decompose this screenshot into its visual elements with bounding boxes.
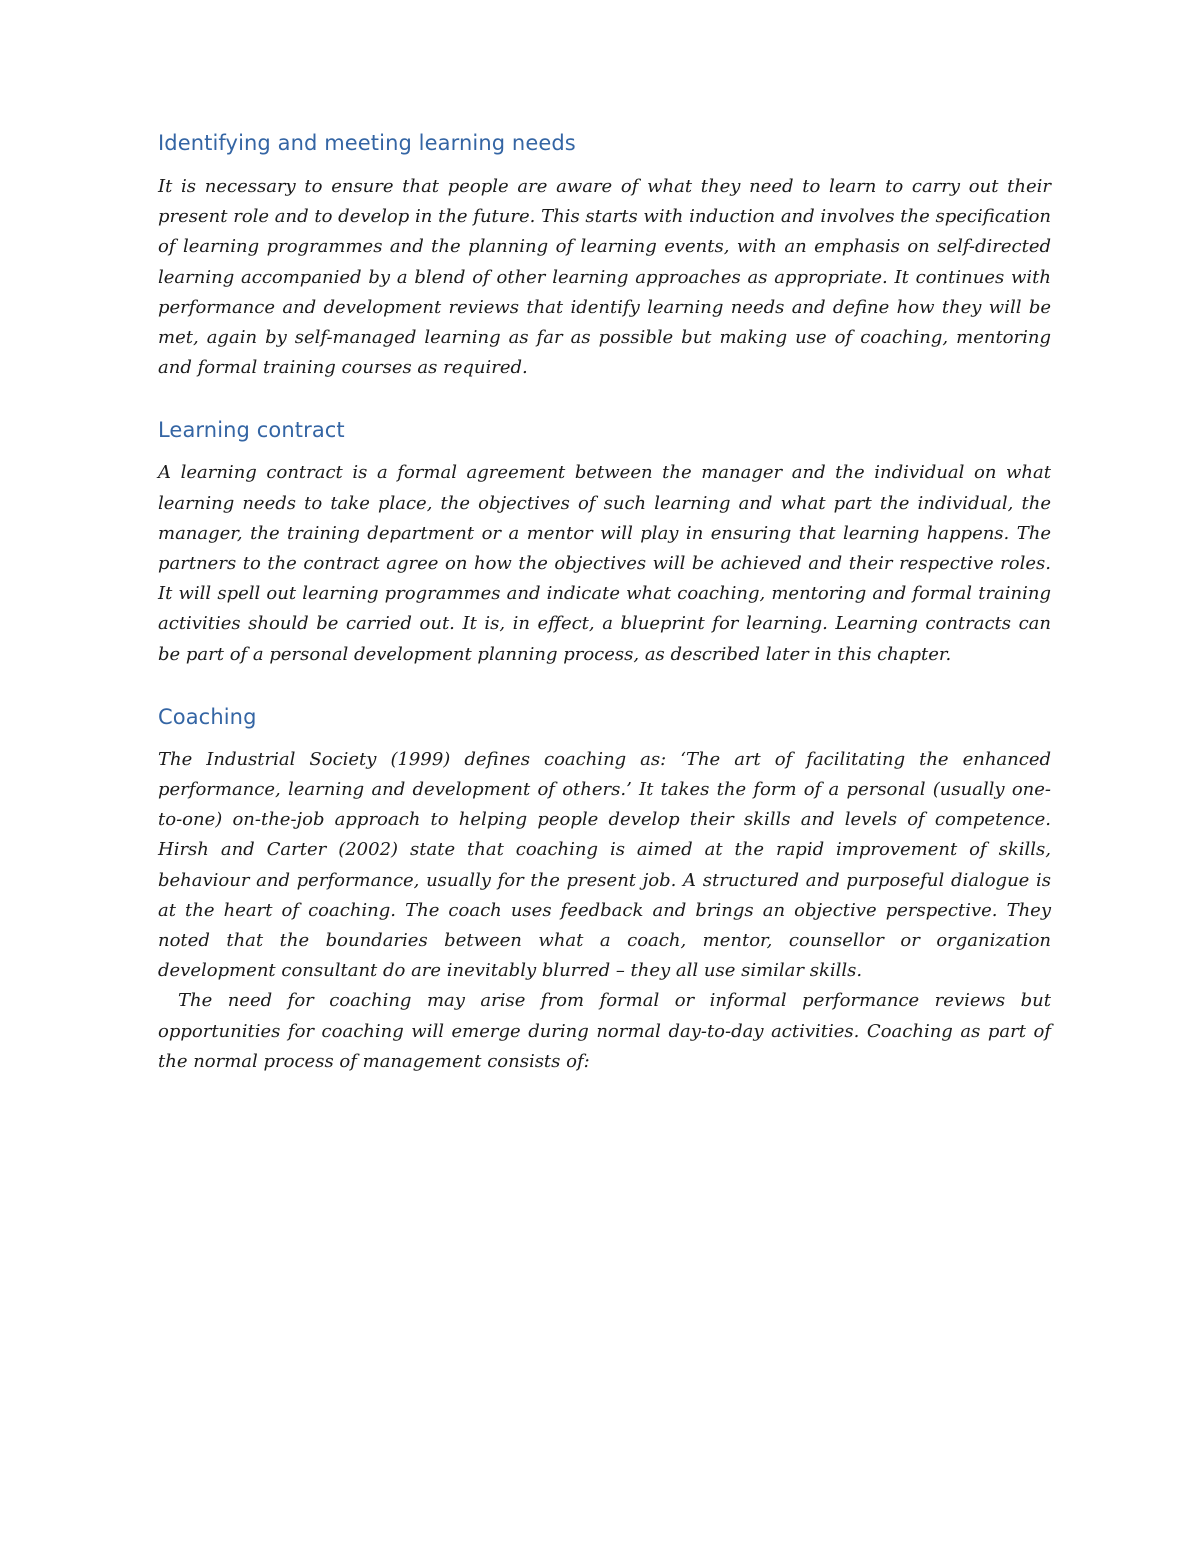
section-heading-coaching: Coaching [158, 704, 257, 729]
section-learning-contract [158, 415, 1051, 669]
paragraph-learning-contract: A learning contract is a formal agreement between the manager and the individual on what learning needs to take place, the objectives of such learning and what part the individual, the manager, the training department or a mentor will play in ensuring that learning happens. The partners to the contract agree on how the objectives will be achieved and their respective roles. It will spell out learning programmes and indicate what coaching, mentoring and formal training activities should be carried out. It is, in effect, a blueprint for learning. Learning contracts can be part of a personal development planning process, as described later in this chapter. [158, 462, 1051, 665]
paragraph-coaching-definition: The Industrial Society (1999) defines coaching as: ‘The art of facilitating the enhanced performance, learning and development of others.’ It takes the form of a personal (usually one-to-one) on-the-job approach to helping people develop their skills and levels of competence. Hirsh and Carter (2002) state that coaching is aimed at the rapid improvement of skills, behaviour and performance, usually for the present job. A structured and purposeful dialogue is at the heart of coaching. The coach uses feedback and brings an objective perspective. They noted that the boundaries between what a coach, mentor, counsellor or organization development consultant do are inevitably blurred – they all use similar skills. [158, 748, 1051, 982]
section-coaching [158, 702, 1051, 1077]
paragraph-learning-needs: It is necessary to ensure that people are aware of what they need to learn to carry out their present role and to develop in the future. This starts with induction and involves the specification of learning programmes and the planning of learning events, with an emphasis on self-directed learning accompanied by a blend of other learning approaches as appropriate. It continues with performance and development reviews that identify learning needs and define how they will be met, again by self-managed learning as far as possible but making use of coaching, mentoring and formal training courses as required. [158, 176, 1051, 379]
document-page [158, 128, 1051, 1077]
section-learning-needs [158, 128, 1051, 383]
section-heading-learning-contract: Learning contract [158, 418, 345, 443]
paragraph-coaching-need: The need for coaching may arise from formal or informal performance reviews but opportunities for coaching will emerge during normal day-to-day activities. Coaching as part of the normal process of management consists of: [158, 990, 1051, 1072]
section-heading-learning-needs: Identifying and meeting learning needs [158, 131, 576, 155]
